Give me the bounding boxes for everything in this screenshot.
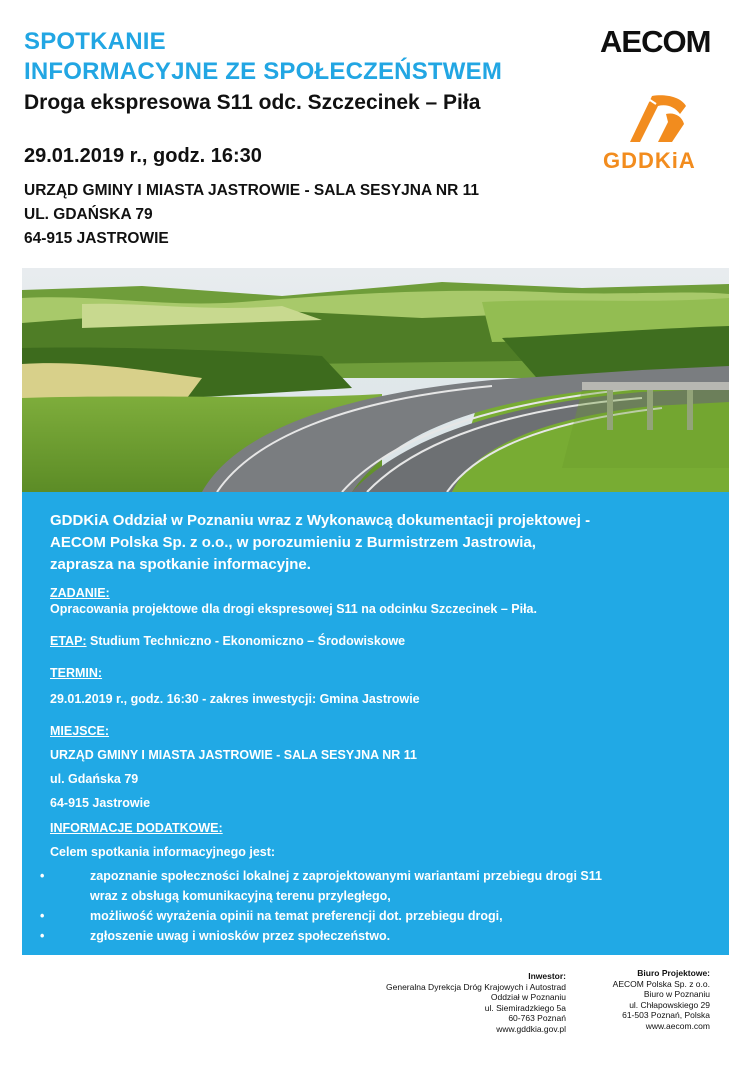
meeting-datetime: 29.01.2019 r., godz. 16:30 <box>24 145 262 167</box>
poster-title <box>24 27 604 87</box>
dodatkowe-label: INFORMACJE DODATKOWE: <box>50 821 223 835</box>
miejsce-line: ul. Gdańska 79 <box>50 772 139 786</box>
invitation-text <box>50 510 710 576</box>
designer-line: ul. Chłapowskiego 29 <box>629 999 710 1010</box>
designer-website: www.aecom.com <box>645 1020 710 1031</box>
bullet-icon: • <box>40 929 45 943</box>
investor-line: Oddział w Poznaniu <box>490 992 566 1002</box>
investor-website: www.gddkia.gov.pl <box>496 1023 566 1034</box>
bullet-icon: • <box>40 909 45 923</box>
designer-line: AECOM Polska Sp. z o.o. <box>612 978 710 989</box>
meeting-address <box>24 179 479 251</box>
list-item-text: zgłoszenie uwag i wniosków przez społeczeństwo. <box>90 929 391 943</box>
address-line: 64-915 JASTROWIE <box>24 230 169 247</box>
list-item <box>40 926 602 946</box>
address-line: UL. GDAŃSKA 79 <box>24 206 153 223</box>
invitation-line: AECOM Polska Sp. z o.o., w porozumieniu z Burmistrzem Jastrowia, <box>50 534 536 551</box>
gddkia-logo-text: GDDKiA <box>603 148 696 173</box>
bullet-list <box>40 866 602 946</box>
designer-block <box>590 968 710 1031</box>
etap-label: ETAP: <box>50 634 87 648</box>
etap-value: Studium Techniczno - Ekonomiczno – Środowiskowe <box>86 634 406 648</box>
miejsce-line: 64-915 Jastrowie <box>50 796 151 810</box>
investor-line: Generalna Dyrekcja Dróg Krajowych i Autostrad <box>386 981 566 992</box>
cel-text: Celem spotkania informacyjnego jest: <box>50 845 276 859</box>
investor-block <box>340 971 566 1034</box>
investor-heading: Inwestor: <box>528 971 566 981</box>
list-item-text: wraz z obsługą komunikacyjną terenu przyległego, <box>90 889 391 903</box>
termin-value: 29.01.2019 r., godz. 16:30 - zakres inwestycji: Gmina Jastrowie <box>50 692 420 706</box>
title-line-2: INFORMACYJNE ZE SPOŁECZEŃSTWEM <box>24 58 503 85</box>
zadanie-value: Opracowania projektowe dla drogi ekspresowej S11 na odcinku Szczecinek – Piła. <box>50 602 537 616</box>
list-item <box>40 906 602 926</box>
list-item-text: zapoznanie społeczności lokalnej z zaprojektowanymi wariantami przebiegu drogi S11 <box>90 869 602 883</box>
designer-line: 61-503 Poznań, Polska <box>622 1010 710 1020</box>
etap-row <box>50 634 405 648</box>
designer-heading: Biuro Projektowe: <box>637 968 710 978</box>
poster-subtitle: Droga ekspresowa S11 odc. Szczecinek – Piła <box>24 91 481 114</box>
list-item-text: możliwość wyrażenia opinii na temat preferencji dot. przebiegu drogi, <box>90 909 503 923</box>
invitation-line: zaprasza na spotkanie informacyjne. <box>50 556 311 573</box>
bullet-icon: • <box>40 869 45 883</box>
miejsce-label: MIEJSCE: <box>50 724 110 738</box>
list-item <box>40 866 602 886</box>
info-box <box>22 492 729 955</box>
termin-label: TERMIN: <box>50 666 103 680</box>
invitation-line: GDDKiA Oddział w Poznaniu wraz z Wykonawcą dokumentacji projektowej - <box>50 512 591 529</box>
investor-line: ul. Siemiradzkiego 5a <box>484 1002 566 1013</box>
aecom-logo: AECOM <box>600 24 711 59</box>
zadanie-label: ZADANIE: <box>50 586 110 600</box>
designer-line: Biuro w Poznaniu <box>643 989 710 999</box>
list-item-continuation <box>40 886 602 906</box>
title-line-1: SPOTKANIE <box>24 28 166 55</box>
address-line: URZĄD GMINY I MIASTA JASTROWIE - SALA SESYJNA NR 11 <box>24 182 480 199</box>
miejsce-line: URZĄD GMINY I MIASTA JASTROWIE - SALA SESYJNA NR 11 <box>50 748 417 762</box>
highway-photo <box>22 268 729 492</box>
investor-line: 60-763 Poznań <box>508 1013 566 1023</box>
